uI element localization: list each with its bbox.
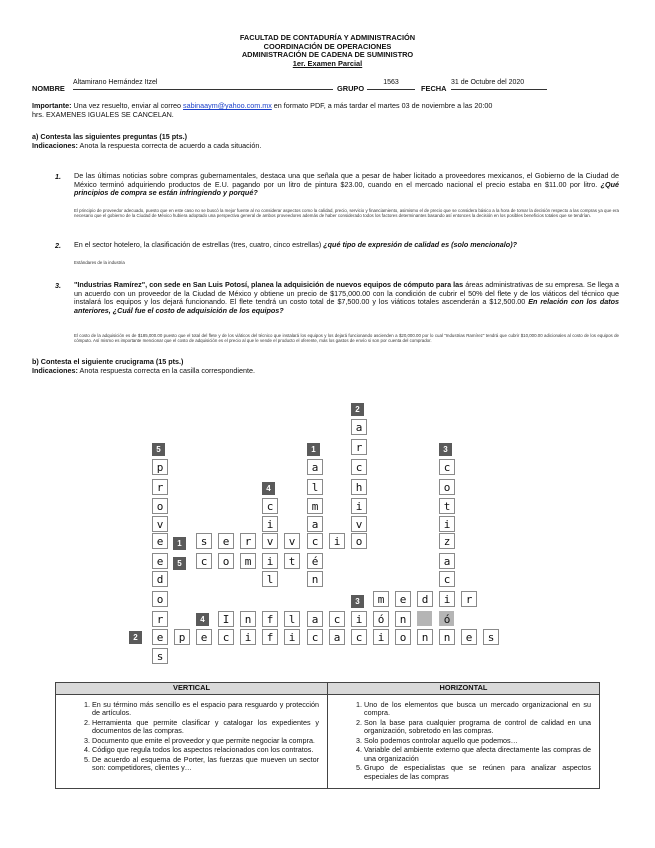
- horizontal-clue: 2. Son la base para cualquier programa de control de calidad en una organización, sobretodo en las compras.: [364, 719, 591, 736]
- crossword-cell[interactable]: v: [262, 533, 278, 549]
- clue-number-v4: 4: [262, 482, 275, 495]
- crossword-cell[interactable]: a: [351, 419, 367, 435]
- crossword-cell[interactable]: c: [351, 629, 367, 645]
- crossword-cell[interactable]: l: [262, 571, 278, 587]
- horizontal-clue: 3. Solo podemos controlar aquello que podemos…: [364, 737, 591, 746]
- crossword-cell[interactable]: n: [307, 571, 323, 587]
- crossword-cell[interactable]: r: [240, 533, 256, 549]
- crossword-cell[interactable]: h: [351, 479, 367, 495]
- clue-number-v1: 1: [307, 443, 320, 456]
- exam-title: 1er. Examen Parcial: [292, 58, 363, 68]
- crossword-cell[interactable]: n: [417, 629, 433, 645]
- q3-number: 3.: [55, 281, 61, 290]
- crossword-cell[interactable]: r: [461, 591, 477, 607]
- horizontal-clues: [328, 694, 600, 789]
- q2-number: 2.: [55, 241, 61, 250]
- nombre-label: NOMBRE: [32, 84, 65, 93]
- crossword-cell[interactable]: r: [152, 611, 168, 627]
- crossword-cell[interactable]: i: [351, 611, 367, 627]
- crossword-cell[interactable]: i: [439, 516, 455, 532]
- q2-answer[interactable]: Estándares de la industria: [74, 260, 125, 265]
- crossword-cell[interactable]: r: [152, 479, 168, 495]
- crossword-cell[interactable]: e: [152, 533, 168, 549]
- crossword-cell[interactable]: a: [329, 629, 345, 645]
- crossword-cell[interactable]: m: [307, 498, 323, 514]
- crossword-cell[interactable]: c: [262, 498, 278, 514]
- crossword-cell[interactable]: o: [152, 591, 168, 607]
- importante-label: Importante:: [32, 101, 72, 110]
- crossword-cell[interactable]: n: [395, 611, 411, 627]
- horizontal-clue: 4. Variable del ambiente externo que afecta directamente las compras de una organización: [364, 746, 591, 763]
- course-title: ADMINISTRACIÓN DE CADENA DE SUMINISTRO: [241, 50, 414, 60]
- crossword-cell[interactable]: c: [439, 459, 455, 475]
- vertical-clue: 4. Código que regula todos los aspectos relacionados con los contratos.: [92, 746, 319, 755]
- crossword-cell[interactable]: e: [461, 629, 477, 645]
- q3-answer[interactable]: El costo de la adquisición es de $185,000.00 puesto que el total del flete y de los viáticos del técnico que instalará los equipos y los dejará funcionando ascienden a $20,000.00 por lo cual "Industrias Ramírez" tendrá que cubrir $10,000.00 adicionales al costo de los equipos de cómputo. Así mismo es importante mencionar que el costo de adquisición es el precio al que le vende el producto el oferente, más los gastos de envío si son por cuenta del comprador.: [74, 333, 619, 344]
- section-a-title: a) Contesta las siguientes preguntas (15 pts.): [32, 132, 187, 141]
- horizontal-clue: 5. Grupo de especialistas que se reúnen para analizar aspectos especiales de las compras: [364, 764, 591, 781]
- q1-number: 1.: [55, 172, 61, 181]
- crossword-cell[interactable]: i: [284, 629, 300, 645]
- faculty-title: FACULTAD DE CONTADURÍA Y ADMINISTRACIÓN: [239, 33, 416, 42]
- crossword-cell[interactable]: d: [417, 591, 433, 607]
- crossword-cell[interactable]: s: [483, 629, 499, 645]
- q1-answer[interactable]: El principio de proveedor adecuado, puesto que en este caso no se buscó la mejor fuente al no considerar aspectos como la calidad, precio, servicio y financiamiento, asimismo el de precio que se considera básico a la hora de tomar la decisión respecto a las compras ya que era necesario que el gobierno de la Ciudad de México hubiera adoptado una perspectiva general de ambos proveedores además de haber considerado todos los factores determinantes basando así entonces la decisión en los posibles beneficios totales que se tendrían.: [74, 208, 619, 219]
- q3-statement-bold: "Industrias Ramírez", con sede en San Luis Potosí, planea la adquisición de nuevos equipos de cómputo para las: [74, 280, 464, 289]
- section-a-ind-text: Anota la respuesta correcta de acuerdo a cada situación.: [79, 140, 262, 150]
- crossword-cell[interactable]: c: [307, 629, 323, 645]
- crossword-cell[interactable]: r: [351, 439, 367, 455]
- clue-number-h3: 3: [351, 595, 364, 608]
- crossword-cell[interactable]: o: [439, 479, 455, 495]
- crossword-cell[interactable]: é: [307, 553, 323, 569]
- email-link[interactable]: sabinaaym@yahoo.com.mx: [183, 101, 272, 110]
- vertical-clues: [56, 694, 328, 789]
- crossword-cell[interactable]: m: [373, 591, 389, 607]
- section-b-title: b) Contesta el siguiente crucigrama (15 pts.): [32, 357, 184, 366]
- vertical-clue: 3. Documento que emite el proveedor y que permite negociar la compra.: [92, 737, 319, 746]
- crossword-cell[interactable]: p: [152, 459, 168, 475]
- crossword-cell[interactable]: i: [262, 516, 278, 532]
- clue-number-h2: 2: [129, 631, 142, 644]
- crossword-cell[interactable]: l: [307, 479, 323, 495]
- crossword-cell[interactable]: e: [196, 629, 212, 645]
- section-b-ind-text: Anota respuesta correcta en la casilla correspondiente.: [79, 365, 255, 375]
- crossword-cell[interactable]: s: [152, 648, 168, 664]
- crossword-cell[interactable]: n: [439, 629, 455, 645]
- q3-statement: áreas administrativas de su empresa. Se llega a un acuerdo con un proveedor de la Ciudad de México y obtiene un precio de $175,000.00 con la condición de cubrir el 50% del flete y de los viáticos del técnico que instalará los equipos y los dejará funcionando. El flete tendrá un costo total de $7,500.00 y los viáticos totales ascenderán a $12,500.00: [74, 280, 620, 307]
- fecha-label: FECHA: [421, 84, 447, 93]
- fecha-field[interactable]: 31 de Octubre del 2020: [451, 79, 547, 90]
- crossword-cell[interactable]: a: [307, 459, 323, 475]
- crossword-cell[interactable]: a: [439, 553, 455, 569]
- vertical-clue: 1. En su término más sencillo es el espacio para resguardo y protección de artículos.: [92, 701, 319, 718]
- crossword-cell[interactable]: e: [218, 533, 234, 549]
- coordination-title: COORDINACIÓN DE OPERACIONES: [263, 41, 392, 51]
- clue-number-h1: 1: [173, 537, 186, 550]
- crossword-cell[interactable]: i: [240, 629, 256, 645]
- crossword-cell[interactable]: n: [240, 611, 256, 627]
- crossword-cell[interactable]: I: [218, 611, 234, 627]
- nombre-field[interactable]: Altamirano Hernández Itzel: [73, 79, 333, 90]
- q1-statement: De las últimas noticias sobre compras gubernamentales, destaca una que señala que a pesar de haber licitado a proveedores mexicanos, el Gobierno de la Ciudad de México terminó adquiriendo productos de E.U. pagando por un litro de pintura $23.00, cuando en el mercado nacional el precio estaba en $11.00 por litro.: [74, 171, 619, 189]
- importante-text-after: en formato PDF, a más tardar el martes 03 de noviembre a las 20:00: [273, 101, 493, 110]
- crossword-cell[interactable]: v: [152, 516, 168, 532]
- q2-question: ¿qué tipo de expresión de calidad es (solo mencionalo)?: [323, 240, 517, 249]
- crossword-cell[interactable]: ó: [373, 611, 389, 627]
- crossword-cell[interactable]: m: [240, 553, 256, 569]
- crossword-cell[interactable]: i: [351, 498, 367, 514]
- crossword-cell[interactable]: d: [152, 571, 168, 587]
- crossword-cell[interactable]: o: [218, 553, 234, 569]
- gray-block: [417, 611, 432, 626]
- horizontal-clue: 1. Uno de los elementos que busca un mercado organizacional en su compra.: [364, 701, 591, 718]
- crossword-cell[interactable]: o: [351, 533, 367, 549]
- crossword-cell[interactable]: c: [218, 629, 234, 645]
- crossword-cell[interactable]: e: [152, 553, 168, 569]
- q2-statement: En el sector hotelero, la clasificación de estrellas (tres, cuatro, cinco estrellas): [74, 240, 322, 249]
- horizontal-header: HORIZONTAL: [328, 683, 600, 695]
- crossword-cell[interactable]: v: [284, 533, 300, 549]
- importante-line2: hrs. EXAMENES IGUALES SE CANCELAN.: [32, 109, 174, 119]
- vertical-header: VERTICAL: [56, 683, 328, 695]
- clue-number-v5: 5: [152, 443, 165, 456]
- clue-number-h4: 4: [196, 613, 209, 626]
- crossword-cell[interactable]: f: [262, 611, 278, 627]
- crossword-cell[interactable]: i: [373, 629, 389, 645]
- crossword-cell[interactable]: e: [152, 629, 168, 645]
- crossword-cell[interactable]: z: [439, 533, 455, 549]
- crossword-cell[interactable]: c: [196, 553, 212, 569]
- section-b-ind-label: Indicaciones:: [32, 365, 78, 375]
- crossword-cell[interactable]: a: [307, 611, 323, 627]
- crossword-cell[interactable]: p: [174, 629, 190, 645]
- crossword-cell[interactable]: i: [262, 553, 278, 569]
- crossword-cell[interactable]: s: [196, 533, 212, 549]
- crossword-cell[interactable]: l: [284, 611, 300, 627]
- crossword-cell[interactable]: v: [351, 516, 367, 532]
- crossword-cell[interactable]: e: [395, 591, 411, 607]
- crossword-cell[interactable]: c: [439, 571, 455, 587]
- clues-table: [55, 682, 600, 789]
- crossword-cell[interactable]: i: [439, 591, 455, 607]
- crossword-cell[interactable]: c: [351, 459, 367, 475]
- grupo-label: GRUPO: [337, 84, 365, 93]
- crossword-cell[interactable]: c: [307, 533, 323, 549]
- crossword-cell[interactable]: c: [329, 611, 345, 627]
- clue-number-h5: 5: [173, 557, 186, 570]
- grupo-field[interactable]: 1563: [367, 79, 415, 90]
- crossword-cell[interactable]: f: [262, 629, 278, 645]
- crossword-cell[interactable]: i: [329, 533, 345, 549]
- clue-number-v2: 2: [351, 403, 364, 416]
- q3-question: En relación con los datos anteriores, ¿Cuál fue el costo de adquisición de los equipos?: [74, 297, 619, 315]
- clue-number-v3: 3: [439, 443, 452, 456]
- crossword-cell[interactable]: a: [307, 516, 323, 532]
- crossword-cell[interactable]: o: [152, 498, 168, 514]
- q1-question: ¿Qué principios de compra se están infringiendo y porqué?: [74, 179, 620, 198]
- crossword-cell[interactable]: t: [284, 553, 300, 569]
- vertical-clue: 5. De acuerdo al esquema de Porter, las fuerzas que mueven un sector son: competidores, clientes y…: [92, 756, 319, 773]
- crossword-cell[interactable]: t: [439, 498, 455, 514]
- vertical-clue: 2. Herramienta que permite clasificar y catalogar los expedientes y documentos de las compras.: [92, 719, 319, 736]
- crossword-cell[interactable]: o: [395, 629, 411, 645]
- importante-text-before: Una vez resuelto, enviar al correo: [73, 101, 181, 110]
- crossword-cell[interactable]: ó: [443, 613, 451, 626]
- section-a-ind-label: Indicaciones:: [32, 140, 78, 150]
